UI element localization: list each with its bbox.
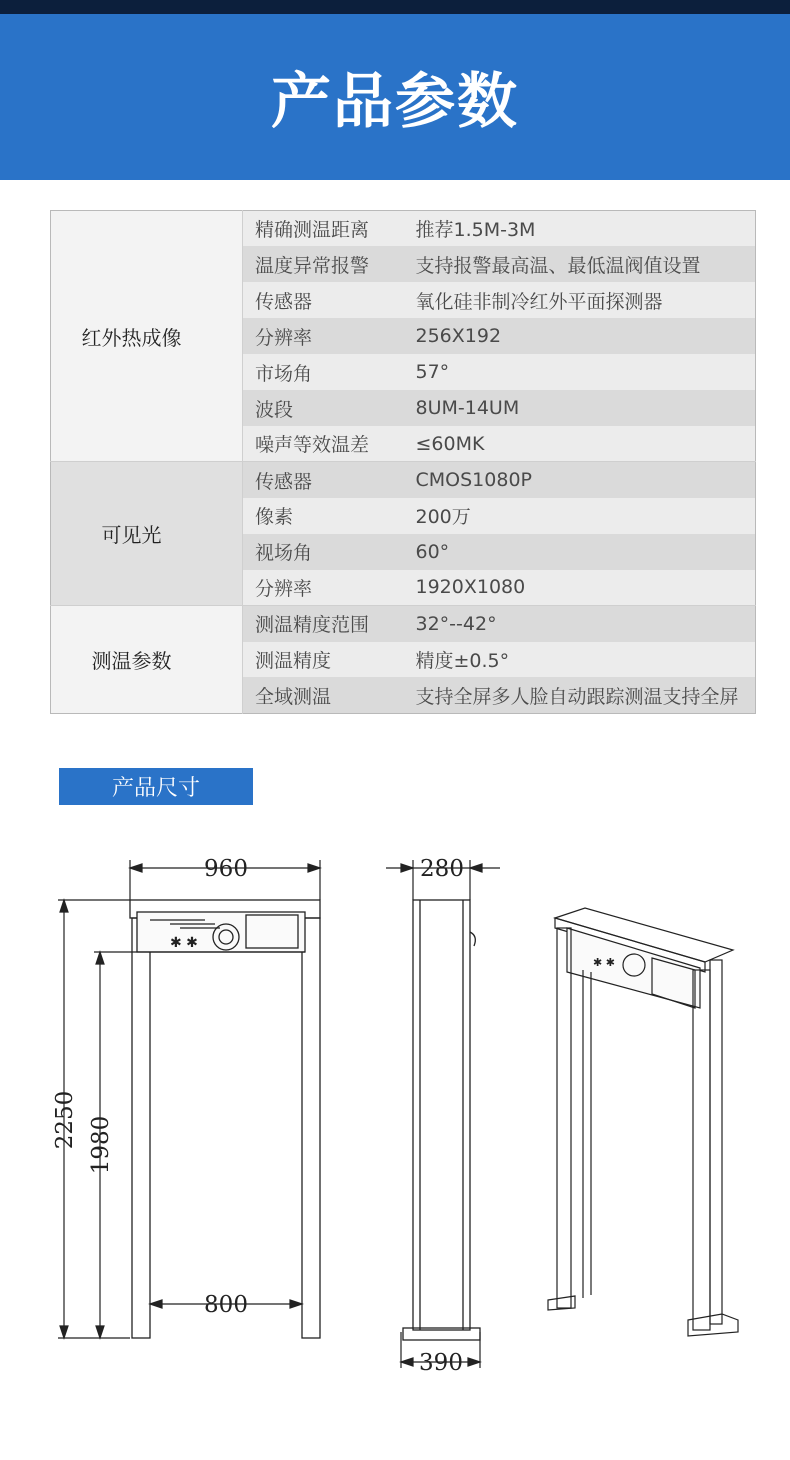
spec-value: CMOS1080P [404, 462, 756, 498]
spec-key: 视场角 [243, 534, 404, 570]
spec-key: 传感器 [243, 282, 404, 318]
spec-key: 全域测温 [243, 677, 404, 713]
svg-text:✱ ✱: ✱ ✱ [170, 935, 198, 951]
spec-value: 32°--42° [404, 606, 756, 642]
spec-value: 支持报警最高温、最低温阀值设置 [404, 246, 756, 282]
spec-value: 8UM-14UM [404, 390, 756, 426]
spec-key: 精确测温距离 [243, 211, 404, 247]
spec-value: 200万 [404, 498, 756, 534]
spec-value: 支持全屏多人脸自动跟踪测温支持全屏 [404, 677, 756, 713]
spec-row [51, 462, 756, 498]
spec-key: 噪声等效温差 [243, 426, 404, 462]
spec-key: 市场角 [243, 354, 404, 390]
spec-value: 60° [404, 534, 756, 570]
spec-value: 推荐1.5M-3M [404, 211, 756, 247]
dim-total-height: 2250 [52, 1090, 78, 1150]
spec-key: 测温精度范围 [243, 606, 404, 642]
svg-text:✱ ✱: ✱ ✱ [593, 956, 615, 969]
dim-inner-height: 1980 [88, 1115, 114, 1175]
dim-base-width: 390 [419, 1350, 463, 1376]
spec-category: 红外热成像 [51, 211, 243, 462]
dim-top-width: 960 [204, 856, 248, 882]
page-title: 产品参数 [271, 67, 519, 137]
side-view [403, 900, 480, 1340]
dim-inner-width: 800 [204, 1292, 248, 1318]
spec-key: 波段 [243, 390, 404, 426]
spec-value: 57° [404, 354, 756, 390]
spec-key: 分辨率 [243, 570, 404, 606]
spec-key: 温度异常报警 [243, 246, 404, 282]
perspective-view [548, 908, 738, 1336]
spec-row [51, 606, 756, 642]
spec-table [50, 210, 756, 714]
spec-value: 1920X1080 [404, 570, 756, 606]
spec-category: 测温参数 [51, 606, 243, 714]
top-strip [0, 0, 790, 14]
spec-key: 传感器 [243, 462, 404, 498]
spec-value: 精度±0.5° [404, 642, 756, 678]
spec-value: ≤60MK [404, 426, 756, 462]
spec-row [51, 211, 756, 247]
dim-depth: 280 [420, 856, 464, 882]
spec-value: 氧化硅非制冷红外平面探测器 [404, 282, 756, 318]
spec-category: 可见光 [51, 462, 243, 606]
dimension-drawing [0, 820, 790, 1380]
spec-key: 像素 [243, 498, 404, 534]
section-label-size: 产品尺寸 [59, 768, 253, 805]
spec-key: 测温精度 [243, 642, 404, 678]
spec-key: 分辨率 [243, 318, 404, 354]
spec-value: 256X192 [404, 318, 756, 354]
